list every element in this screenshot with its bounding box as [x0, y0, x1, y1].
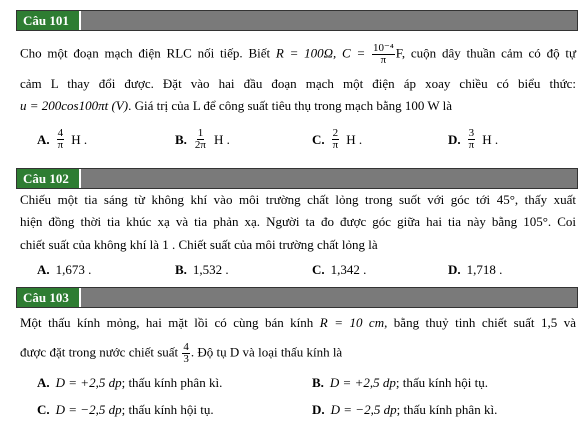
q102-option-c[interactable]: C. 1,342 . — [312, 262, 367, 277]
q101-options — [0, 128, 584, 158]
q103-option-a[interactable]: A. D = +2,5 dp; thấu kính phân kì. — [37, 375, 223, 390]
q101-capacitance-fraction: $\frac{\text{10⁻⁴}}{\pi}$ — [373, 42, 394, 66]
q101-line-2: cảm L thay đổi được. Đặt vào hai đầu đoạn mạch một điện áp xoay chiều có biểu thức: — [20, 76, 576, 91]
q101-option-a[interactable]: A. $\frac{4}{\pi}$ H . — [37, 127, 88, 151]
q101-option-c[interactable]: C. $\frac{2}{\pi}$ H . — [312, 127, 363, 151]
q102-line-3: chiết suất của không khí là 1 . Chiết suất của môi trường chất lỏng là — [20, 237, 378, 252]
q102-option-b[interactable]: B. 1,532 . — [175, 262, 229, 277]
q103-option-c[interactable]: C. D = −2,5 dp; thấu kính hội tụ. — [37, 402, 214, 417]
q103-line-1: Một thấu kính mỏng, hai mặt lồi có cùng bán kính R = 10 cm, bằng thuỷ tinh chiết suất 1,5 và — [20, 315, 576, 330]
q101-line-1: Cho một đoạn mạch điện RLC nối tiếp. Biết R = 100Ω, C = $\frac{\text{10⁻⁴}}{\pi}$ F, cuộn dây thuần cảm có độ tự — [20, 42, 576, 66]
q102-option-d[interactable]: D. 1,718 . — [448, 262, 503, 277]
q102-line-2: hiện đồng thời tia khúc xạ và tia phản xạ. Người ta đo được góc giữa hai tia này bằng 105°. Coi — [20, 214, 576, 229]
question-101-header — [16, 10, 578, 31]
q103-water-index-fraction: $\frac{4}{3}$ — [183, 341, 189, 365]
q102-option-a[interactable]: A. 1,673 . — [37, 262, 92, 277]
header-bar-fill — [81, 11, 577, 30]
q102-options — [0, 258, 584, 288]
header-bar-fill — [81, 169, 577, 188]
q101-r-c-values: R = 100Ω, C = — [275, 45, 372, 61]
q101-option-b[interactable]: B. $\frac{1}{2\pi}$ H . — [175, 127, 230, 151]
question-101-label: Câu 101 — [17, 11, 81, 30]
question-103-label: Câu 103 — [17, 288, 81, 307]
question-102-header — [16, 168, 578, 189]
question-103-header — [16, 287, 578, 308]
header-bar-fill — [81, 288, 577, 307]
q103-option-d[interactable]: D. D = −2,5 dp; thấu kính phân kì. — [312, 402, 498, 417]
q101-option-d[interactable]: D. $\frac{3}{\pi}$ H . — [448, 127, 499, 151]
q101-voltage-expression: u = 200cos100πt (V) — [20, 98, 129, 113]
q101-line-3: u = 200cos100πt (V). Giá trị của L để công suất tiêu thụ trong mạch bằng 100 W là — [20, 98, 453, 113]
q103-option-b[interactable]: B. D = +2,5 dp; thấu kính hội tụ. — [312, 375, 488, 390]
q103-line-2: được đặt trong nước chiết suất $\frac{4}{3}$ . Độ tụ D và loại thấu kính là — [20, 341, 343, 365]
q102-line-1: Chiếu một tia sáng từ không khí vào môi trường chất lỏng trong suốt với góc tới 45°, thấy xuất — [20, 192, 576, 207]
q103-radius: R = 10 cm — [319, 315, 385, 330]
question-102-label: Câu 102 — [17, 169, 81, 188]
